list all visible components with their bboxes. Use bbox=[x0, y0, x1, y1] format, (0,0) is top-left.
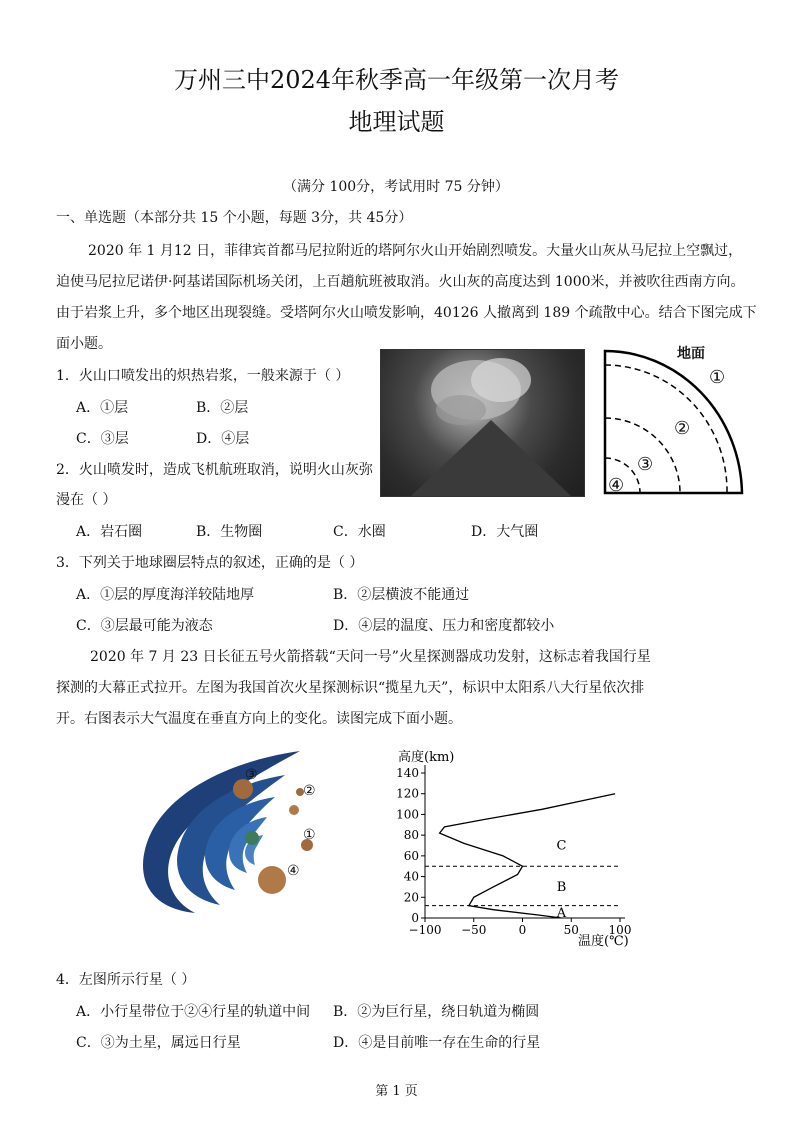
question-2-stem: 2．火山喷发时，造成飞机航班取消，说明火山灰弥 bbox=[56, 462, 373, 478]
question-4-option-b: B．②为巨行星，绕日轨道为椭圆 bbox=[333, 1004, 540, 1020]
x-tick-label: 50 bbox=[563, 923, 579, 937]
page-number: 第 1 页 bbox=[375, 1084, 418, 1099]
passage-line: 由于岩浆上升，多个地区出现裂缝。受塔阿尔火山喷发影响，40126 人撤离到 189 个疏散中心。结合下图完成下 bbox=[56, 305, 757, 321]
planet bbox=[258, 866, 286, 894]
passage2-line: 开。右图表示大气温度在垂直方向上的变化。读图完成下面小题。 bbox=[56, 711, 462, 727]
y-tick-label: 20 bbox=[403, 890, 419, 905]
question-2-option-c: C．水圈 bbox=[333, 524, 386, 540]
question-4-option-d: D．④是目前唯一存在生命的行星 bbox=[333, 1035, 541, 1051]
logo-marker-2: ② bbox=[303, 783, 316, 799]
question-1-stem: 1．火山口喷发出的炽热岩浆，一般来源于（ ） bbox=[56, 368, 350, 384]
y-tick-label: 80 bbox=[403, 828, 419, 843]
question-4-option-a: A．小行星带位于②④行星的轨道中间 bbox=[76, 1004, 311, 1020]
y-axis-label: 高度(km) bbox=[398, 750, 455, 765]
question-3-option-d: D．④层的温度、压力和密度都较小 bbox=[333, 618, 555, 634]
layer-marker-1: ① bbox=[709, 367, 726, 388]
exam-subtitle: 地理试题 bbox=[348, 108, 445, 136]
x-tick-label: 100 bbox=[608, 923, 632, 937]
y-tick-label: 140 bbox=[396, 766, 419, 780]
y-tick-label: 0 bbox=[411, 911, 419, 925]
question-2-option-d: D．大气圈 bbox=[471, 524, 539, 540]
layer-label: B bbox=[556, 879, 567, 895]
planet bbox=[245, 831, 259, 845]
passage2-line: 探测的大幕正式拉开。左图为我国首次火星探测标识“揽星九天”，标识中太阳系八大行星依次排 bbox=[56, 680, 645, 696]
passage-line: 面小题。 bbox=[56, 336, 112, 352]
layer-label: A bbox=[556, 905, 567, 921]
question-1-option-b: B．②层 bbox=[196, 400, 249, 416]
logo-marker-4: ④ bbox=[287, 863, 300, 879]
x-tick-label: −100 bbox=[408, 923, 442, 937]
layer-marker-3: ③ bbox=[637, 454, 654, 475]
atmosphere-chart bbox=[380, 745, 680, 955]
y-tick-label: 100 bbox=[396, 807, 419, 822]
question-1-option-d: D．④层 bbox=[196, 431, 250, 447]
passage2-line: 2020 年 7 月 23 日长征五号火箭搭载“天问一号”火星探测器成功发射，这标志着我国行星 bbox=[90, 649, 651, 665]
question-2-stem-cont: 漫在（ ） bbox=[56, 492, 117, 508]
question-2-option-a: A．岩石圈 bbox=[76, 524, 143, 540]
atmosphere-chart-svg bbox=[380, 745, 680, 955]
question-3-option-b: B．②层横波不能通过 bbox=[333, 587, 470, 603]
y-tick-label: 120 bbox=[396, 786, 419, 801]
layer-marker-2: ② bbox=[674, 418, 691, 439]
exam-note: （满分 100分，考试用时 75 分钟） bbox=[283, 179, 509, 195]
passage-line: 迫使马尼拉尼诺伊·阿基诺国际机场关闭，上百趟航班被取消。火山灰的高度达到 1000米，并被吹往西南方向。 bbox=[56, 274, 745, 290]
logo-marker-1: ① bbox=[303, 827, 316, 843]
volcano-illustration bbox=[381, 350, 584, 496]
question-2-option-b: B．生物圈 bbox=[196, 524, 263, 540]
question-3-stem: 3．下列关于地球圈层特点的叙述，正确的是（ ） bbox=[56, 555, 364, 571]
x-tick-label: 0 bbox=[518, 923, 527, 937]
question-1-option-c: C．③层 bbox=[76, 431, 129, 447]
question-3-option-a: A．①层的厚度海洋较陆地厚 bbox=[76, 587, 255, 603]
layer-label: C bbox=[556, 838, 567, 854]
exam-title: 万州三中2024年秋季高一年级第一次月考 bbox=[173, 66, 620, 94]
y-tick-label: 60 bbox=[403, 848, 419, 863]
question-4-stem: 4．左图所示行星（ ） bbox=[56, 972, 196, 988]
section-heading: 一、单选题（本部分共 15 个小题，每题 3分，共 45分） bbox=[56, 210, 413, 226]
question-4-option-c: C．③为土星，属远日行星 bbox=[76, 1035, 241, 1051]
planet bbox=[289, 805, 299, 815]
question-1-option-a: A．①层 bbox=[76, 400, 129, 416]
volcano-photo bbox=[380, 349, 585, 497]
surface-label: 地面 bbox=[677, 346, 705, 362]
passage-line: 2020 年 1 月12 日，菲律宾首都马尼拉附近的塔阿尔火山开始剧烈喷发。大量火山灰从马尼拉上空飘过， bbox=[88, 243, 743, 259]
logo-marker-3: ③ bbox=[245, 767, 258, 783]
layer-marker-4: ④ bbox=[608, 475, 625, 496]
earth-layers-diagram bbox=[601, 343, 746, 498]
y-tick-label: 40 bbox=[403, 869, 419, 884]
question-3-option-c: C．③层最可能为液态 bbox=[76, 618, 213, 634]
x-tick-label: −50 bbox=[461, 923, 487, 937]
temperature-curve bbox=[440, 794, 615, 918]
x-axis-label: 温度(℃) bbox=[578, 934, 629, 949]
mars-exploration-logo bbox=[135, 745, 315, 915]
